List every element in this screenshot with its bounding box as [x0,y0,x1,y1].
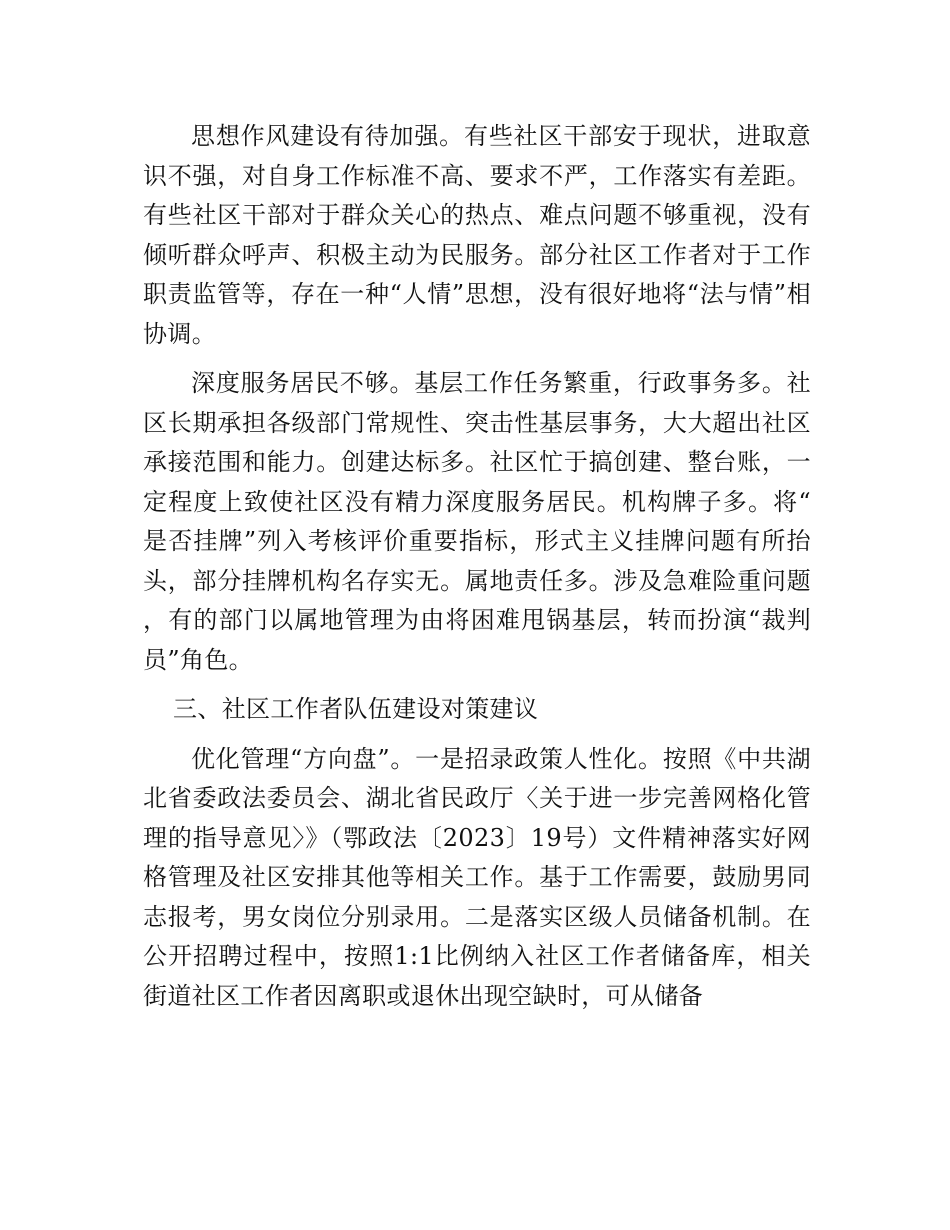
document-body [143,117,811,1026]
paragraph-optimize-management: 优化管理“方向盘”。一是招录政策人性化。按照《中共湖北省委政法委员会、湖北省民政厅〈关于进一步完善网格化管理的指导意见〉》（鄂政法〔2023〕19号）文件精神落实好网格管理及社区安排其他等相关工作。基于工作需要，鼓励男同志报考，男女岗位分别录用。二是落实区级人员储备机制。在公开招聘过程中，按照1:1比例纳入社区工作者储备库，相关街道社区工作者因离职或退休出现空缺时，可从储备 [143,744,811,1010]
section-heading: 三、社区工作者队伍建设对策建议 [173,695,539,723]
paragraph-ideological-style: 思想作风建设有待加强。有些社区干部安于现状，进取意识不强，对自身工作标准不高、要求不严，工作落实有差距。有些社区干部对于群众关心的热点、难点问题不够重视，没有倾听群众呼声、积极主动为民服务。部分社区工作者对于工作职责监管等，存在一种“人情”思想，没有很好地将“法与情”相协调。 [143,122,811,348]
paragraph-resident-service: 深度服务居民不够。基层工作任务繁重，行政事务多。社区长期承担各级部门常规性、突击性基层事务，大大超出社区承接范围和能力。创建达标多。社区忙于搞创建、整台账，一定程度上致使社区没有精力深度服务居民。机构牌子多。将“是否挂牌”列入考核评价重要指标，形式主义挂牌问题有所抬头，部分挂牌机构名存实无。属地责任多。涉及急难险重问题，有的部门以属地管理为由将困难甩锅基层，转而扮演“裁判员”角色。 [143,369,811,674]
